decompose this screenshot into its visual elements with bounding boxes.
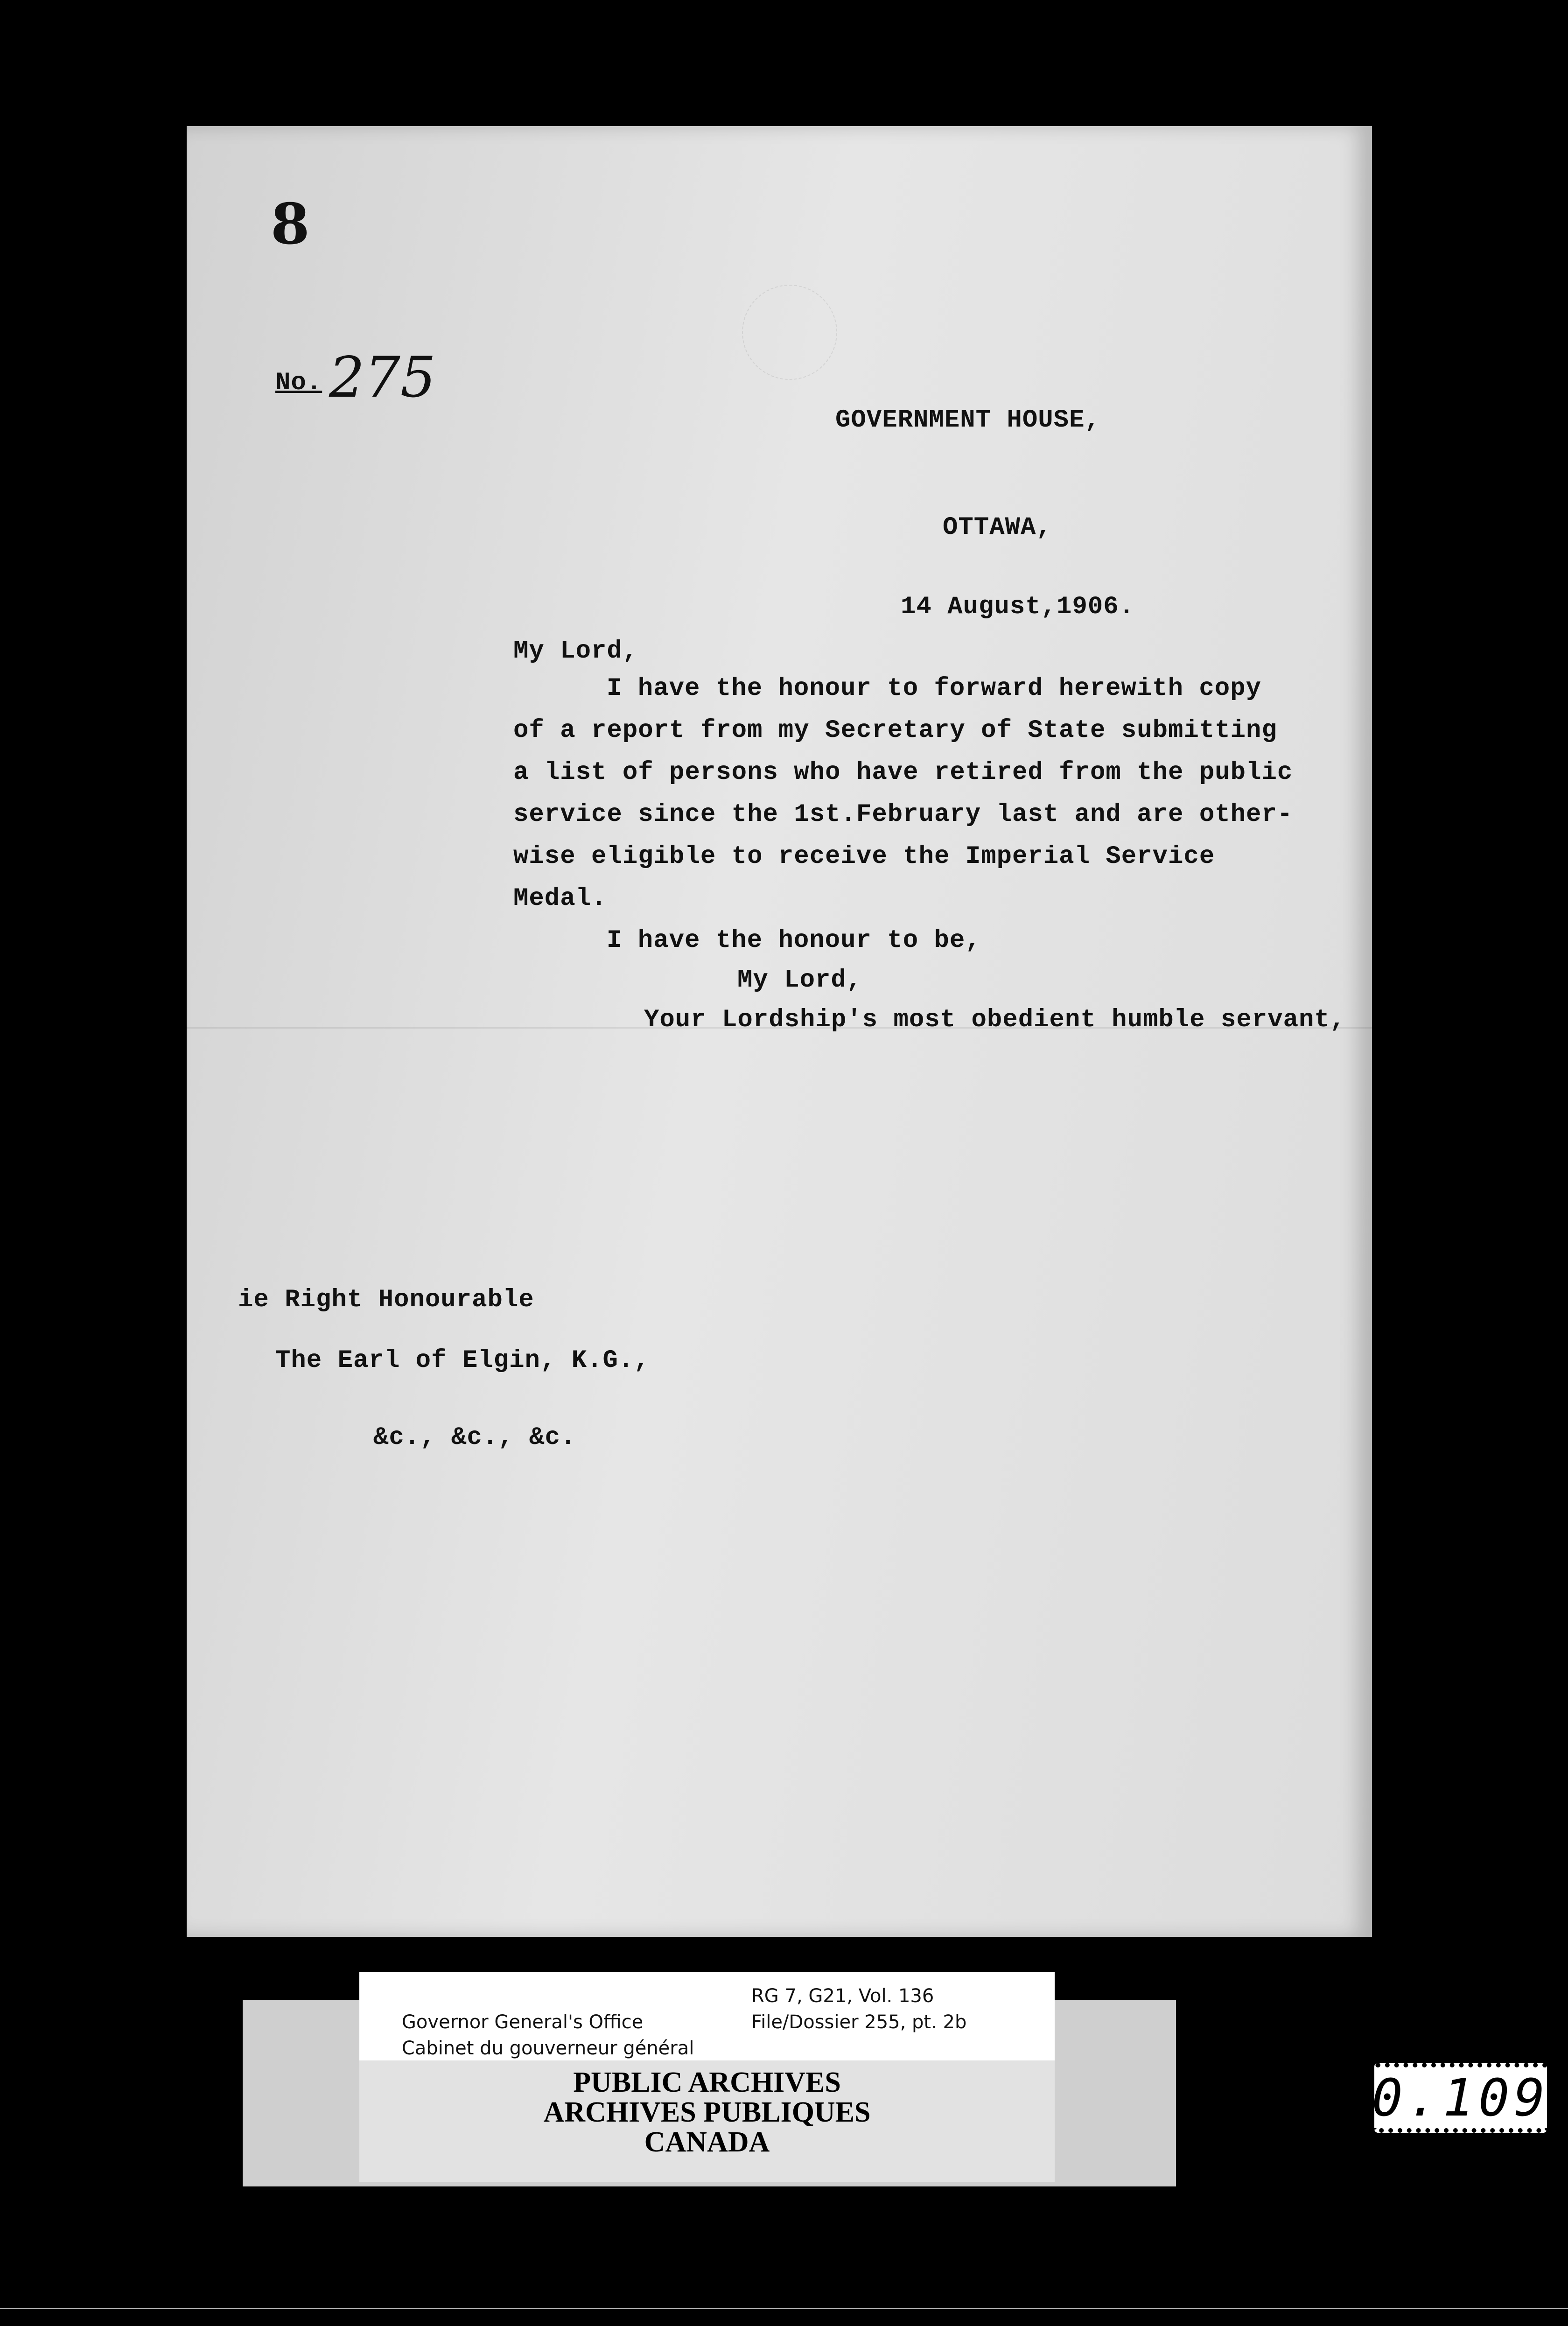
film-edge-line [0,2308,1568,2309]
archives-line: PUBLIC ARCHIVES [573,2067,841,2098]
label-office-en: Governor General's Office [401,2011,644,2033]
folio-mark: 8 [271,191,310,257]
label-file: File/Dossier 255, pt. 2b [751,2011,967,2033]
body-line: a list of persons who have retired from the public [513,758,1293,787]
archives-line: CANADA [644,2126,770,2158]
frame-number-text: 0.109 [1372,2068,1550,2128]
label-record-group: RG 7, G21, Vol. 136 [751,1985,934,2007]
header-line-ottawa: OTTAWA, [943,513,1052,542]
label-office-fr: Cabinet du gouverneur général [401,2038,694,2059]
header-line-date: 14 August,1906. [901,593,1135,621]
closing-line: Your Lordship's most obedient humble servant, [644,1006,1346,1034]
number-value: 275 [329,345,436,410]
archives-line: ARCHIVES PUBLIQUES [543,2096,871,2128]
archives-stamp [359,2067,1055,2157]
closing-line: I have the honour to be, [607,926,981,955]
letter-sheet [187,126,1372,1937]
salutation: My Lord, [513,637,638,666]
embossed-seal-icon [742,285,837,380]
addressee-line: ie Right Honourable [238,1286,534,1314]
archive-reference-label [359,1972,1055,2060]
body-line: Medal. [513,884,607,913]
body-line: of a report from my Secretary of State submitting [513,716,1277,745]
closing-line: My Lord, [737,966,862,995]
addressee-line: &c., &c., &c. [373,1423,576,1452]
number-label: No. [275,369,322,397]
header-line-government-house: GOVERNMENT HOUSE, [835,406,1100,434]
body-line: service since the 1st.February last and are other- [513,800,1293,829]
body-line: I have the honour to forward herewith copy [607,674,1262,703]
film-frame-number [1372,2063,1550,2133]
addressee-line: The Earl of Elgin, K.G., [275,1346,650,1375]
body-line: wise eligible to receive the Imperial Service [513,842,1215,871]
